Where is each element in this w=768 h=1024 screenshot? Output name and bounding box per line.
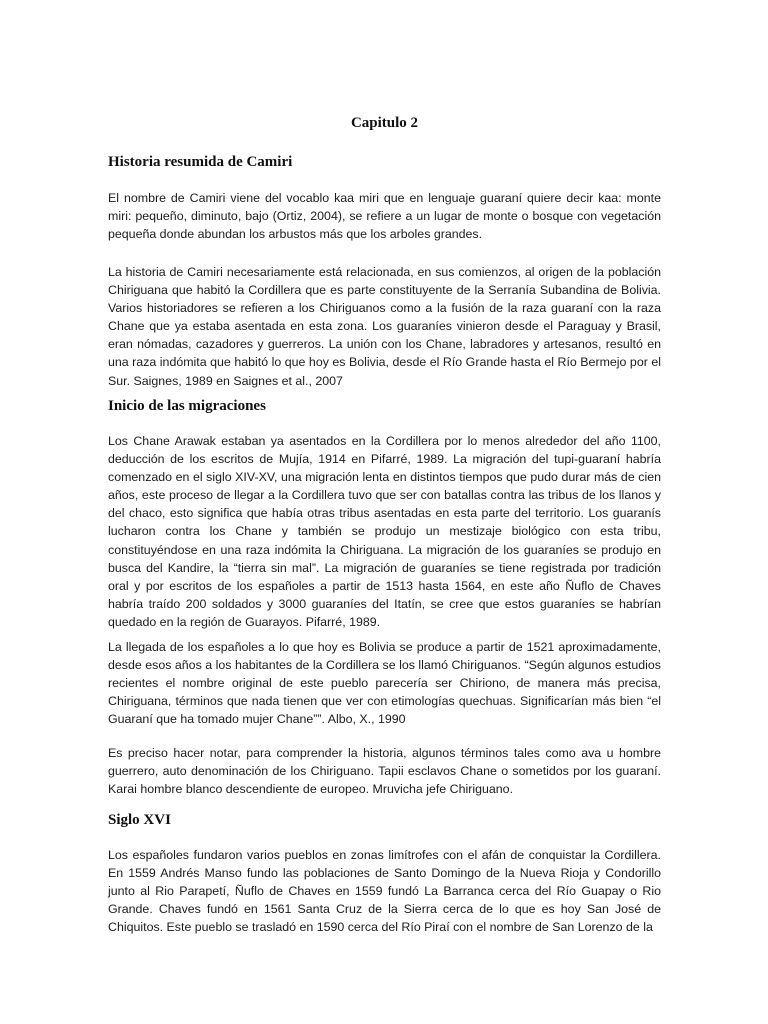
section-heading-siglo-xvi: Siglo XVI [108, 812, 171, 828]
paragraph: La llegada de los españoles a lo que hoy es Bolivia se produce a partir de 1521 aproximadamente, desde esos años a los habitantes de la Cordillera se los llamó Chiriguanos. “Según algunos estudios recientes el nombre original de este pueblo parecería ser Chiriono, de manera más precisa, Chiriguana, términos que nada tienen que ver con etimologías quechuas. Significarían más bien “el Guaraní que ha tomado mujer Chane””. Albo, X., 1990 [108, 640, 661, 727]
paragraph: La historia de Camiri necesariamente está relacionada, en sus comienzos, al origen de la población Chiriguana que habitó la Cordillera que es parte constituyente de la Serranía Subandina de Bolivia. Varios historiadores se refieren a los Chiriguanos como a la fusión de la raza guaraní con la raza Chane que ya estaba asentada en esta zona. Los guaraníes vinieron desde el Paraguay y Brasil, eran nómadas, cazadores y guerreros. La unión con los Chane, labradores y artesanos, resultó en una raza indómita que habitó lo que hoy es Bolivia, desde el Río Grande hasta el Río Bermejo por el Sur. Saignes, 1989 en Saignes et al., 2007 [108, 265, 661, 388]
paragraph: Es preciso hacer notar, para comprender la historia, algunos términos tales como ava u hombre guerrero, auto denominación de los Chiriguano. Tapii esclavos Chane o sometidos por los guaraní. Karai hombre blanco descendiente de europeo. Mruvicha jefe Chiriguano. [108, 746, 661, 797]
paragraph: El nombre de Camiri viene del vocablo kaa miri que en lenguaje guaraní quiere decir kaa: monte miri: pequeño, diminuto, bajo (Ortiz, 2004), se refiere a un lugar de monte o bosque con vegetación pequeña donde abundan los arbustos más que los arboles grandes. [108, 191, 661, 242]
section-heading-historia: Historia resumida de Camiri [108, 154, 293, 170]
section-heading-inicio: Inicio de las migraciones [108, 398, 266, 414]
chapter-title: Capitulo 2 [350, 115, 419, 131]
paragraph: Los españoles fundaron varios pueblos en zonas limítrofes con el afán de conquistar la Cordillera. En 1559 Andrés Manso fundo las poblaciones de Santo Domingo de la Nueva Rioja y Condorillo junto al Rio Parapetí, Ñuflo de Chaves en 1559 fundó La Barranca cerca del Río Guapay o Rio Grande. Chaves fundó en 1561 Santa Cruz de la Sierra cerca de lo que es hoy San José de Chiquitos. Este pueblo se trasladó en 1590 cerca del Río Piraí con el nombre de San Lorenzo de la [108, 848, 661, 935]
paragraph: Los Chane Arawak estaban ya asentados en la Cordillera por lo menos alrededor del año 1100, deducción de los escritos de Mujía, 1914 en Pifarré, 1989. La migración del tupi-guaraní habría comenzado en el siglo XIV-XV, una migración lenta en distintos tiempos que pudo durar más de cien años, este proceso de llegar a la Cordillera tuvo que ser con batallas contra las tribus de los llanos y del chaco, esto significa que había otras tribus asentadas en esta parte del territorio. Los guaranís lucharon contra los Chane y también se produjo un mestizaje biológico con esta tribu, constituyéndose en una raza indómita la Chiriguana. La migración de los guaraníes se produjo en busca del Kandire, la “tierra sin mal”. La migración de guaraníes se tiene registrada por tradición oral y por escritos de los españoles a partir de 1513 hasta 1564, en este año Ñuflo de Chaves habría traído 200 soldados y 3000 guaraníes del Itatín, se cree que estos guaraníes se habrían quedado en la región de Guarayos. Pifarré, 1989. [108, 434, 661, 629]
